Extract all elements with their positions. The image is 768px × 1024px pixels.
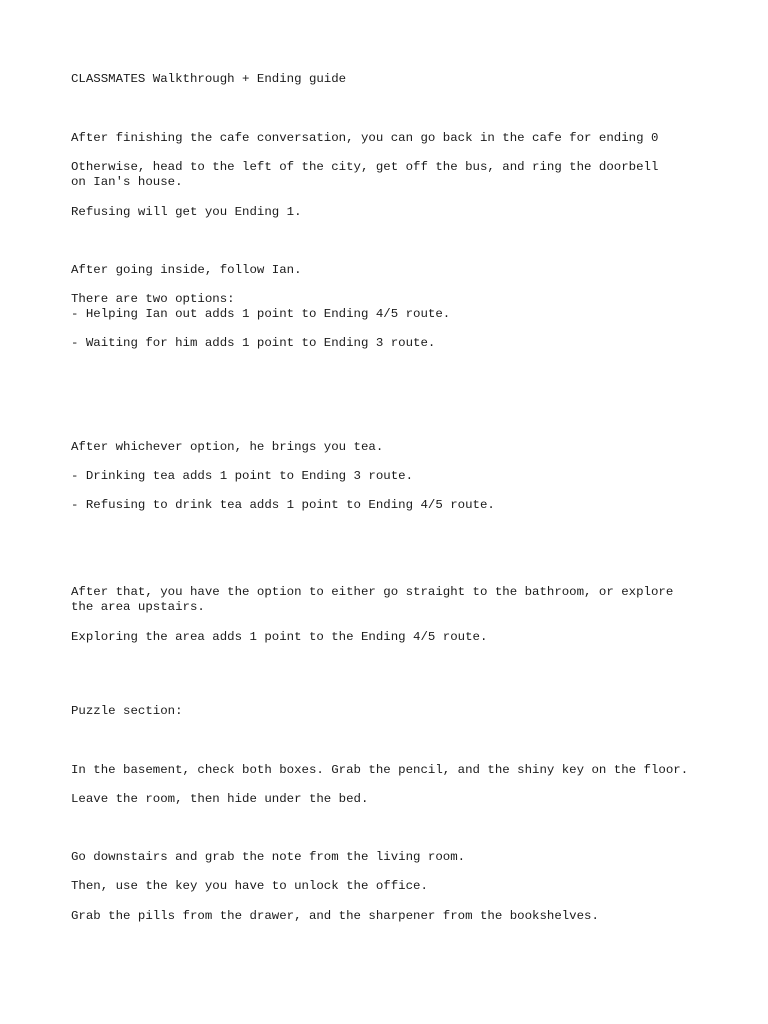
list-item: - Helping Ian out adds 1 point to Ending 4/5 route. [71,307,451,321]
paragraph-line: Then, use the key you have to unlock the office. [71,879,428,893]
list-item: - Refusing to drink tea adds 1 point to Ending 4/5 route. [71,498,495,512]
section-heading: Puzzle section: [71,704,183,718]
list-item: - Drinking tea adds 1 point to Ending 3 route. [71,469,414,483]
paragraph-line: In the basement, check both boxes. Grab the pencil, and the shiny key on the floor. [71,763,689,777]
paragraph-line: on Ian's house. [71,175,183,189]
paragraph-line: After going inside, follow Ian. [71,263,302,277]
document-title: CLASSMATES Walkthrough + Ending guide [71,72,347,86]
list-item: - Waiting for him adds 1 point to Ending 3 route. [71,336,436,350]
paragraph-line: After that, you have the option to either go straight to the bathroom, or explore [71,585,674,599]
paragraph-line: After finishing the cafe conversation, you can go back in the cafe for ending 0 [71,131,659,145]
paragraph-line: Go downstairs and grab the note from the living room. [71,850,466,864]
paragraph-line: the area upstairs. [71,600,205,614]
paragraph-line: Grab the pills from the drawer, and the sharpener from the bookshelves. [71,909,599,923]
paragraph-line: There are two options: [71,292,235,306]
paragraph-line: Exploring the area adds 1 point to the Ending 4/5 route. [71,630,488,644]
paragraph-line: Leave the room, then hide under the bed. [71,792,369,806]
paragraph-line: Refusing will get you Ending 1. [71,205,302,219]
paragraph-line: After whichever option, he brings you tea. [71,440,384,454]
paragraph-line: Otherwise, head to the left of the city, get off the bus, and ring the doorbell [71,160,659,174]
